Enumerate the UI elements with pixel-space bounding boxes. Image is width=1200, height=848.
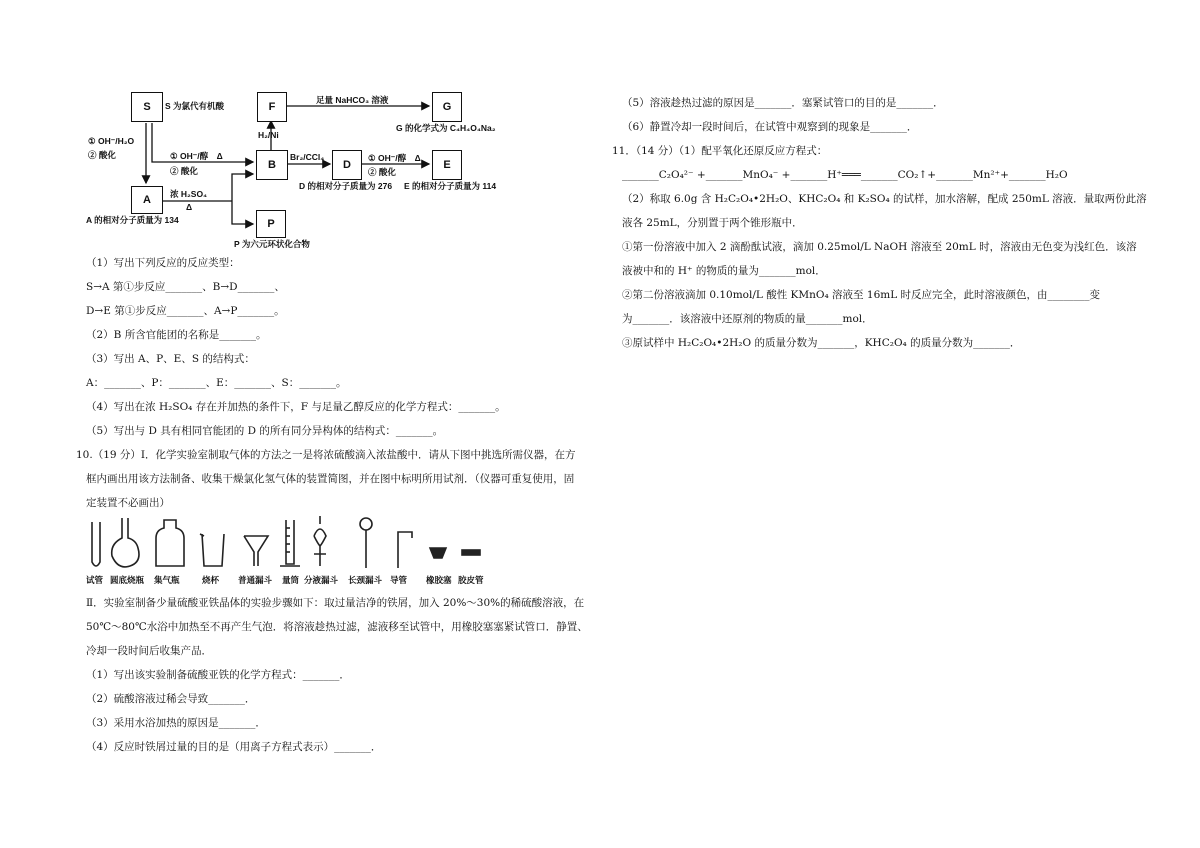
part2-line-1: Ⅱ．实验室制备少量硫酸亚铁晶体的实验步骤如下：取过量洁净的铁屑，加入 20%～30%的稀硫酸溶液，在 bbox=[86, 597, 585, 609]
apparatus-label-round-flask: 圆底烧瓶 bbox=[110, 575, 145, 585]
s-a-condition-2: ② 酸化 bbox=[88, 150, 116, 160]
q3: （3）写出 A、P、E、S 的结构式： bbox=[86, 353, 255, 365]
q10-line-3: 定装置不必画出） bbox=[86, 497, 170, 509]
s-b-condition-1: ① OH⁻/醇 Δ bbox=[170, 151, 223, 161]
part2-q1: （1）写出该实验制备硫酸亚铁的化学方程式：_______． bbox=[86, 669, 350, 681]
apparatus-label-cylinder: 量筒 bbox=[282, 575, 300, 585]
b-f-condition: H₂/Ni bbox=[258, 130, 279, 140]
s-note: S 为氯代有机酸 bbox=[165, 101, 225, 111]
b-d-condition: Br₂/CCl₄ bbox=[290, 152, 325, 162]
node-A: A bbox=[131, 186, 163, 214]
d-e-condition-1: ① OH⁻/醇 Δ bbox=[368, 153, 421, 163]
node-G: G bbox=[432, 92, 462, 122]
part2-q2: （2）硫酸溶液过稀会导致_______． bbox=[86, 693, 256, 705]
f-g-condition: 足量 NaHCO₃ 溶液 bbox=[316, 95, 389, 105]
apparatus-label-funnel: 普通漏斗 bbox=[238, 575, 273, 585]
q1: （1）写出下列反应的反应类型： bbox=[86, 257, 240, 269]
q3-answers: A：_______、P：_______、E：_______、S：_______。 bbox=[86, 377, 347, 389]
part2-q3: （3）采用水浴加热的原因是_______． bbox=[86, 717, 266, 729]
r-q6: （6）静置冷却一段时间后，在试管中观察到的现象是_______． bbox=[622, 121, 918, 133]
apparatus-label-beaker: 烧杯 bbox=[202, 575, 220, 585]
a-bp-condition-1: 浓 H₂SO₄ bbox=[170, 189, 208, 199]
node-E: E bbox=[432, 150, 462, 180]
node-B: B bbox=[256, 150, 288, 180]
q11: 11．（14 分）（1）配平氧化还原反应方程式： bbox=[612, 145, 828, 157]
apparatus-drawings bbox=[86, 514, 516, 574]
q11-c1-line-2: 液被中和的 H⁺ 的物质的量为_______mol． bbox=[622, 265, 826, 277]
q5: （5）写出与 D 具有相同官能团的 D 的所有同分异构体的结构式：_______。 bbox=[86, 425, 444, 437]
apparatus-row bbox=[86, 514, 516, 586]
q10-line-2: 框内画出用该方法制备、收集干燥氯化氢气体的装置简图，并在图中标明所用试剂．（仪器可重复使用，固 bbox=[86, 473, 575, 485]
q4: （4）写出在浓 H₂SO₄ 存在并加热的条件下，F 与足量乙醇反应的化学方程式：_______。 bbox=[86, 401, 506, 413]
node-F: F bbox=[257, 92, 287, 122]
g-note: G 的化学式为 C₄H₄O₄Na₂ bbox=[396, 123, 496, 133]
apparatus-label-test-tube: 试管 bbox=[86, 575, 104, 585]
node-S: S bbox=[131, 92, 163, 122]
q11-c3: ③原试样中 H₂C₂O₄•2H₂O 的质量分数为_______，KHC₂O₄ 的质量分数为_______． bbox=[622, 337, 1021, 349]
e-note: E 的相对分子质量为 114 bbox=[404, 181, 497, 191]
apparatus-label-long-funnel: 长颈漏斗 bbox=[348, 575, 383, 585]
q11-c2-line-1: ②第二份溶液滴加 0.10mol/L 酸性 KMnO₄ 溶液至 16mL 时反应完全，此时溶液颜色，由________变 bbox=[622, 289, 1101, 301]
q10-line-1: 10.（19 分）Ⅰ．化学实验室制取气体的方法之一是将浓硫酸滴入浓盐酸中．请从下图中挑选所需仪器，在方 bbox=[76, 449, 576, 461]
d-note: D 的相对分子质量为 276 bbox=[299, 181, 393, 191]
node-D: D bbox=[332, 150, 362, 180]
s-b-condition-2: ② 酸化 bbox=[170, 166, 198, 176]
q1-part-a: S→A 第①步反应_______、B→D_______、 bbox=[86, 281, 285, 293]
q11-part2-line-2: 液各 25mL，分别置于两个锥形瓶中． bbox=[622, 217, 803, 229]
p-note: P 为六元环状化合物 bbox=[234, 239, 310, 249]
s-a-condition-1: ① OH⁻/H₂O bbox=[88, 136, 135, 146]
apparatus-label-rubber-tube: 胶皮管 bbox=[458, 575, 484, 585]
r-q5: （5）溶液趁热过滤的原因是_______．塞紧试管口的目的是_______． bbox=[622, 97, 944, 109]
apparatus-label-stopper: 橡胶塞 bbox=[426, 575, 452, 585]
q1-part-b: D→E 第①步反应_______、A→P_______。 bbox=[86, 305, 285, 317]
node-P: P bbox=[256, 210, 286, 238]
q2: （2）B 所含官能团的名称是_______。 bbox=[86, 329, 267, 341]
q11-equation: _______C₂O₄²⁻ +_______MnO₄⁻ +_______H⁺═══_______CO₂↑+_______Mn²⁺+_______H₂O bbox=[622, 169, 1068, 181]
a-bp-condition-2: Δ bbox=[186, 202, 193, 212]
d-e-condition-2: ② 酸化 bbox=[368, 167, 396, 177]
part2-line-3: 冷却一段时间后收集产品． bbox=[86, 645, 212, 657]
part2-line-2: 50℃～80℃水浴中加热至不再产生气泡．将溶液趁热过滤，滤液移至试管中，用橡胶塞塞紧试管口．静置、 bbox=[86, 621, 588, 633]
q11-part2-line-1: （2）称取 6.0g 含 H₂C₂O₄•2H₂O、KHC₂O₄ 和 K₂SO₄ 的试样，加水溶解，配成 250mL 溶液．量取两份此溶 bbox=[622, 193, 1147, 205]
reaction-scheme-diagram bbox=[86, 88, 506, 258]
apparatus-label-separatory-funnel: 分液漏斗 bbox=[304, 575, 339, 585]
apparatus-label-gas-bottle: 集气瓶 bbox=[154, 575, 180, 585]
apparatus-label-tube: 导管 bbox=[390, 575, 408, 585]
q11-c1-line-1: ①第一份溶液中加入 2 滴酚酞试液，滴加 0.25mol/L NaOH 溶液至 20mL 时，溶液由无色变为浅红色．该溶 bbox=[622, 241, 1137, 253]
a-note: A 的相对分子质量为 134 bbox=[86, 215, 179, 225]
q11-c2-line-2: 为_______．该溶液中还原剂的物质的量_______mol． bbox=[622, 313, 873, 325]
part2-q4: （4）反应时铁屑过量的目的是（用离子方程式表示）_______． bbox=[86, 741, 382, 753]
